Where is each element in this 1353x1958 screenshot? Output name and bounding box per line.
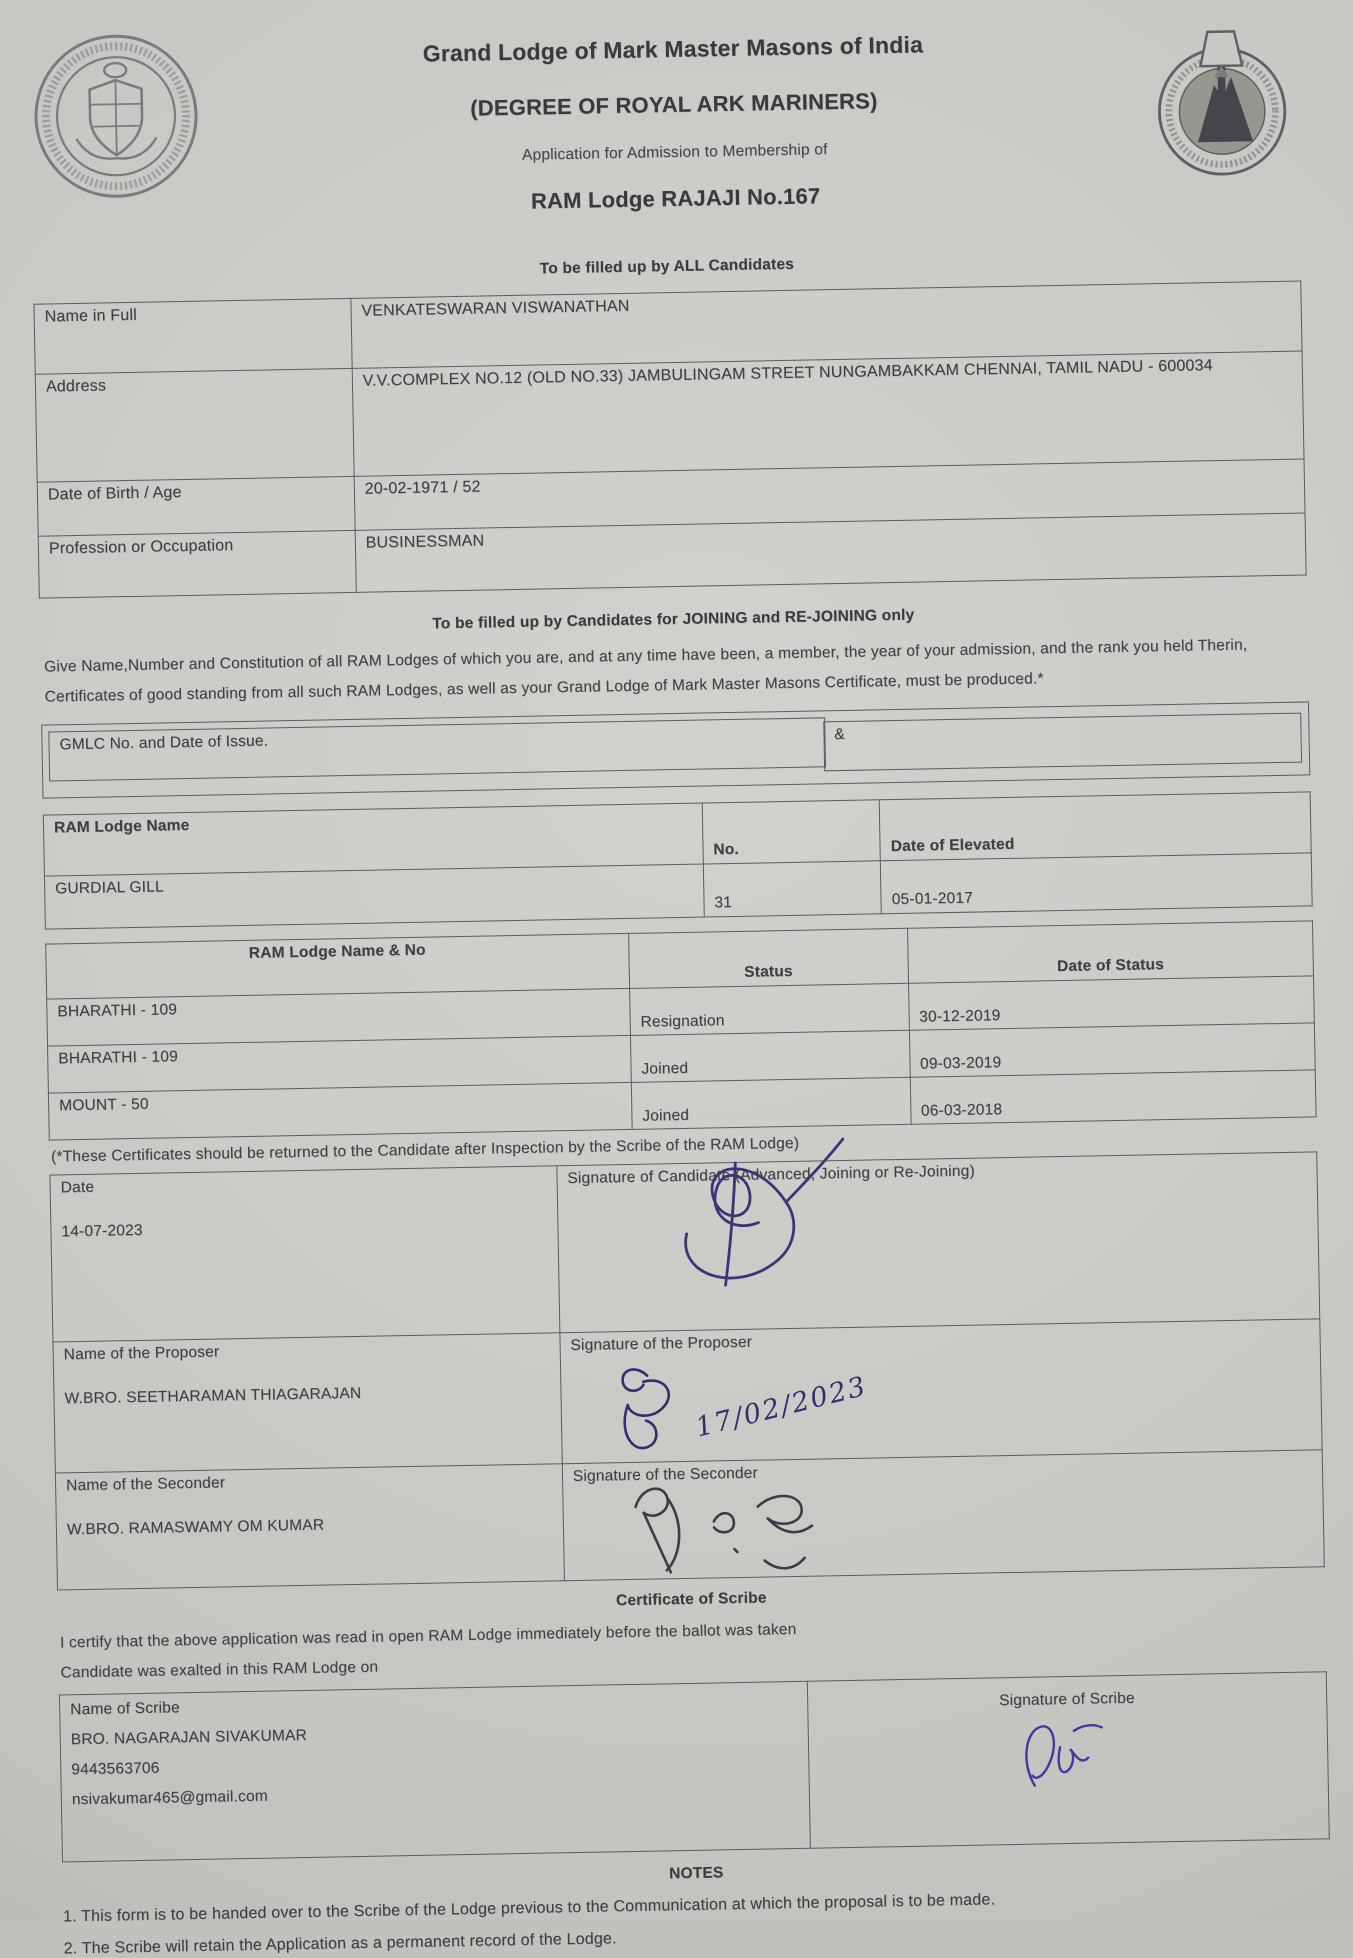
dob-value: 20-02-1971 / 52 [354,459,1305,530]
status-name-header: RAM Lodge Name & No [46,933,630,999]
scribe-details-cell [59,1681,809,1862]
table-row [59,1672,1329,1862]
candidate-details-table [33,280,1306,598]
signatures-table [49,1151,1324,1590]
application-line: Application for Admission to Membership of [521,141,828,164]
note-item-1: 1. This form is to be handed over to the Scribe of the Lodge previous to the Communication at which the proposal is to be made. [62,1891,996,1926]
status-row-name: BHARATHI - 109 [48,1035,632,1093]
certify-line-2: Candidate was exalted in this RAM Lodge on [60,1658,379,1682]
candidate-signature-label: Signature of Candidate (Advanced, Joining or Re-Joining) [567,1162,976,1188]
proposer-cell [53,1333,562,1473]
address-label: Address [35,368,354,482]
seconder-signature-ink [615,1473,827,1581]
gmlc-label: GMLC No. and Date of Issue. [48,717,826,781]
scribe-email: nsivakumar465@gmail.com [71,1787,269,1809]
lodge-name-header: RAM Lodge Name [43,803,703,876]
lodge-name-value: GURDIAL GILL [44,864,704,929]
note-item-2: 2. The Scribe will retain the Application as a permanent record of the Lodge. [63,1930,617,1958]
date-value: 14-07-2023 [61,1221,143,1241]
profession-label: Profession or Occupation [38,530,356,598]
seconder-name: W.BRO. RAMASWAMY OM KUMAR [66,1516,325,1539]
all-candidates-heading: To be filled up by ALL Candidates [539,255,795,278]
lodge-no-header: No. [702,800,880,864]
table-row [50,1152,1320,1342]
lodge-name-line: RAM Lodge RAJAJI No.167 [530,183,821,214]
seconder-signature-label: Signature of the Seconder [572,1464,759,1486]
seconder-signature-cell [562,1450,1324,1581]
status-row-date: 06-03-2018 [910,1070,1316,1124]
certificates-return-note: (*These Certificates should be returned to the Candidate after Inspection by the Scribe of the RAM Lodge) [50,1134,800,1166]
table-row [55,1450,1324,1590]
scribe-signature-cell [807,1672,1329,1848]
scribe-name: BRO. NAGARAJAN SIVAKUMAR [70,1726,308,1749]
gmlc-box [41,701,1310,798]
joining-instructions: Give Name,Number and Constitution of all RAM Lodges of which you are, and at any time have been, a member, the year of your admission, and the rank you held Therin, Certificates of good standing from all such RAM Lodges, as well as your Grand Lodge of Mark Master Masons Certificate, must be produced.* [43,636,1248,706]
notes-heading: NOTES [668,1864,724,1883]
date-label: Date [60,1178,95,1197]
name-value: VENKATESWARAN VISWANATHAN [351,281,1302,368]
proposer-name: W.BRO. SEETHARAMAN THIAGARAJAN [64,1384,362,1408]
certify-line-1: I certify that the above application was read in open RAM Lodge immediately before the ballot was taken [59,1620,797,1652]
scribe-signature-label: Signature of Scribe [998,1689,1135,1710]
dob-label: Date of Birth / Age [37,476,355,536]
profession-value: BUSINESSMAN [355,513,1306,592]
date-cell [50,1166,560,1342]
status-row-date: 30-12-2019 [908,976,1314,1030]
address-value: V.V.COMPLEX NO.12 (OLD NO.33) JAMBULINGAM STREET NUNGAMBAKKAM CHENNAI, TAMIL NADU - 600034 [352,351,1304,476]
candidate-signature-ink [647,1134,890,1318]
org-title: Grand Lodge of Mark Master Masons of India [422,31,924,67]
status-header: Status [628,928,908,988]
header-titles [200,9,1147,220]
scribe-phone: 9443563706 [71,1759,160,1779]
scribe-certificate-heading: Certificate of Scribe [615,1589,767,1610]
status-row-status: Resignation [629,983,909,1035]
status-row-name: BHARATHI - 109 [47,988,631,1046]
status-row-date: 09-03-2019 [909,1023,1315,1077]
table-row [53,1319,1322,1473]
seconder-cell [55,1464,564,1590]
candidate-signature-cell [557,1152,1320,1333]
degree-subtitle: (DEGREE OF ROYAL ARK MARINERS) [470,88,878,121]
proposer-signature-cell [560,1319,1322,1464]
proposer-signature-ink [601,1359,693,1465]
lodge-status-table [45,920,1316,1140]
joining-heading: To be filled up by Candidates for JOINING and RE-JOINING only [432,606,915,633]
gmlc-value: & [823,713,1302,772]
status-row-status: Joined [631,1077,911,1129]
scribe-name-label: Name of Scribe [70,1699,180,1719]
proposer-signature-label: Signature of the Proposer [570,1333,753,1355]
name-label: Name in Full [34,298,352,374]
status-row-name: MOUNT - 50 [48,1082,632,1140]
status-row-status: Joined [630,1030,910,1082]
form-sheet [28,7,1331,1958]
proposer-signature-date: 17/02/2023 [692,1370,871,1444]
ram-lodge-table [43,791,1313,929]
lodge-date-value: 05-01-2017 [881,853,1313,914]
status-date-header: Date of Status [907,921,1313,983]
proposer-label: Name of the Proposer [63,1343,220,1364]
scribe-signature-ink [1007,1712,1129,1800]
grand-lodge-seal-icon [28,27,203,211]
ram-lodge-seal-icon [1145,21,1300,189]
seconder-label: Name of the Seconder [65,1474,226,1495]
lodge-date-header: Date of Elevated [879,792,1311,861]
scribe-table [59,1671,1330,1862]
form-header [28,7,1300,244]
lodge-no-value: 31 [703,861,881,917]
